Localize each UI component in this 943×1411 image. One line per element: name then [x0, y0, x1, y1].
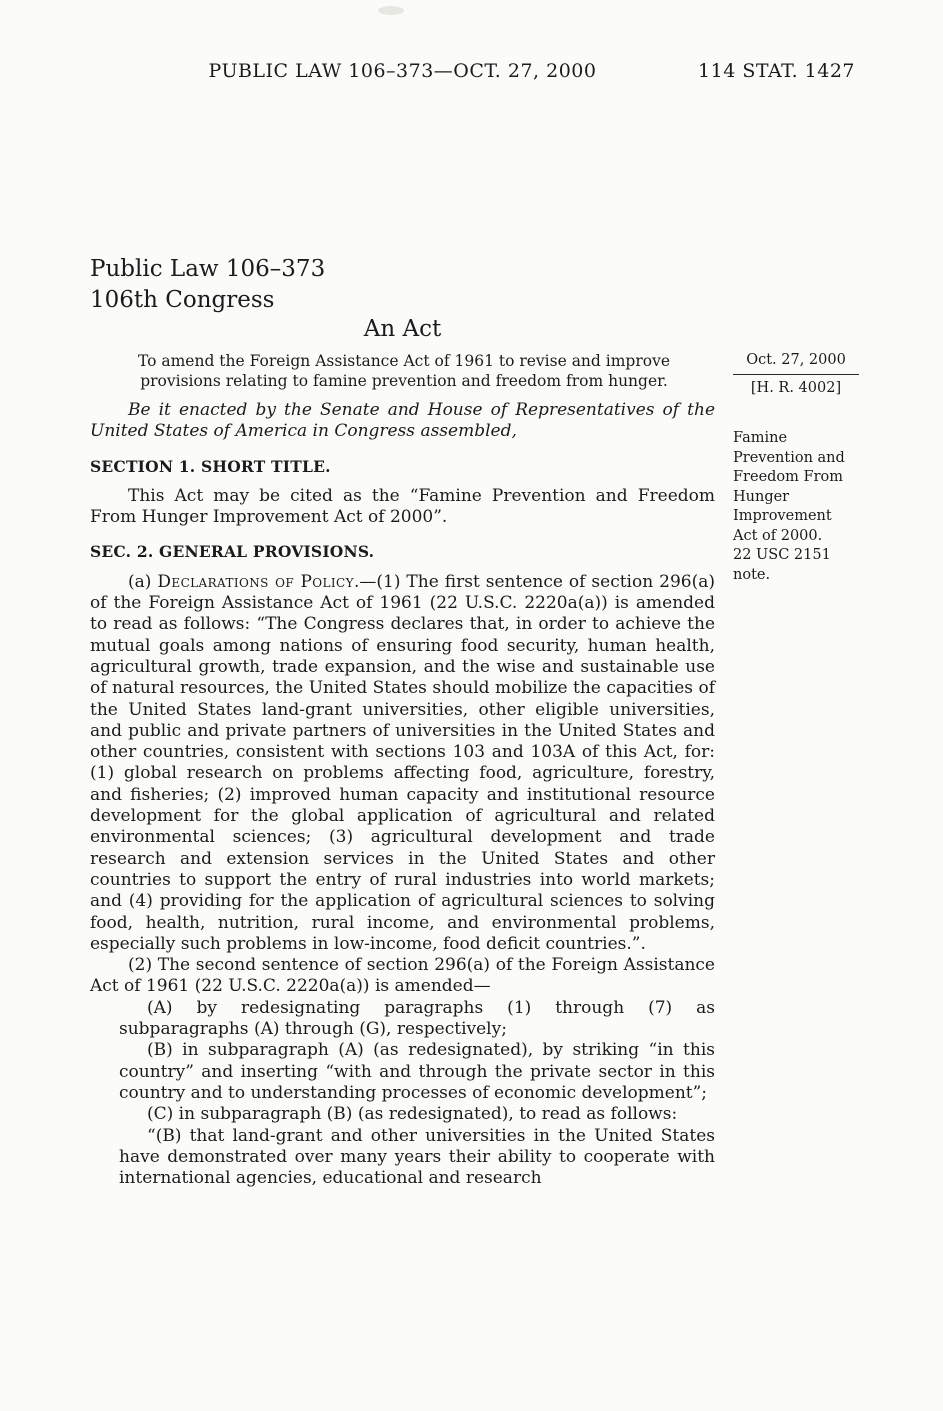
section1-heading: SECTION 1. SHORT TITLE.: [90, 456, 331, 476]
paragraph-a-lead: (a): [128, 571, 158, 592]
section2-subparagraph-C: (C) in subparagraph (B) (as redesignated), to read as follows:: [147, 1104, 678, 1125]
margin-note-short-title-block: [733, 429, 859, 585]
margin-note-date: Oct. 27, 2000: [733, 351, 859, 375]
scan-artifact: [378, 6, 404, 15]
section2-paragraph-2: (2) The second sentence of section 296(a) of the Foreign Assistance Act of 1961 (22 U.S.C. 2220a(a)) is amended—: [90, 955, 715, 997]
paragraph-a-text: .—(1) The first sentence of section 296(a) of the Foreign Assistance Act of 1961 (22 U.S.C. 2220a(a)) is amended to read as follows: “The Congress declares that, in order to achieve the mutual goals among nations of ensuring food security, human health, agricultural growth, trade expansion, and the wise and sustainable use of natural resources, the United States should mobilize the capacities of the United States land-grant universities, other eligible universities, and public and private partners of universities in the United States and other countries, consistent with sections 103 and 103A of this Act, for: (1) global research on problems affecting food, agriculture, forestry, and fisheries; (2) improved human capacity and institutional resource development for the global application of agricultural and related environmental sciences; (3) agricultural development and trade research and extension services in the United States and other countries to support the entry of rural industries into world markets; and (4) providing for the application of agricultural sciences to solving food, health, nutrition, rural income, and environmental problems, especially such problems in low-income, food deficit countries.”.: [90, 571, 715, 954]
margin-note-bill-number: [H. R. 4002]: [750, 379, 842, 396]
paragraph-a-smallcaps-heading: Declarations of Policy: [157, 571, 354, 592]
long-title: To amend the Foreign Assistance Act of 1961 to revise and improve provisions relating to famine prevention and freedom from hunger.: [137, 352, 671, 390]
section2-subparagraph-A: (A) by redesignating paragraphs (1) through (7) as subparagraphs (A) through (G), respectively;: [119, 997, 715, 1040]
running-header-law-line: PUBLIC LAW 106–373—OCT. 27, 2000: [208, 60, 597, 82]
section2-subparagraph-B: (B) in subparagraph (A) (as redesignated), by striking “in this country” and inserting “with and through the private sector in this country and to understanding processes of economic development”;: [119, 1040, 715, 1103]
margin-note-usc-citation: 22 USC 2151 note.: [733, 547, 831, 583]
section2-heading: SEC. 2. GENERAL PROVISIONS.: [90, 542, 375, 562]
section2-quoted-subparagraph-B: “(B) that land-grant and other universities in the United States have demonstrated over many years their ability to cooperate with international agencies, educational and research: [119, 1125, 715, 1189]
section2-paragraph-a: [90, 572, 715, 955]
margin-note-date-block: [733, 351, 859, 398]
margin-note-act-name: Famine Prevention and Freedom From Hunger Improvement Act of 2000.: [733, 430, 845, 544]
law-number-title: Public Law 106–373: [90, 256, 326, 282]
act-heading: An Act: [363, 316, 442, 342]
body-column: [90, 400, 715, 1189]
congress-line: 106th Congress: [90, 287, 275, 313]
running-header-stat-line: 114 STAT. 1427: [698, 60, 855, 82]
section1-body: This Act may be cited as the “Famine Prevention and Freedom From Hunger Improvement Act of 2000”.: [90, 485, 715, 528]
enacting-clause: Be it enacted by the Senate and House of Representatives of the United States of America in Congress assembled,: [90, 400, 715, 442]
